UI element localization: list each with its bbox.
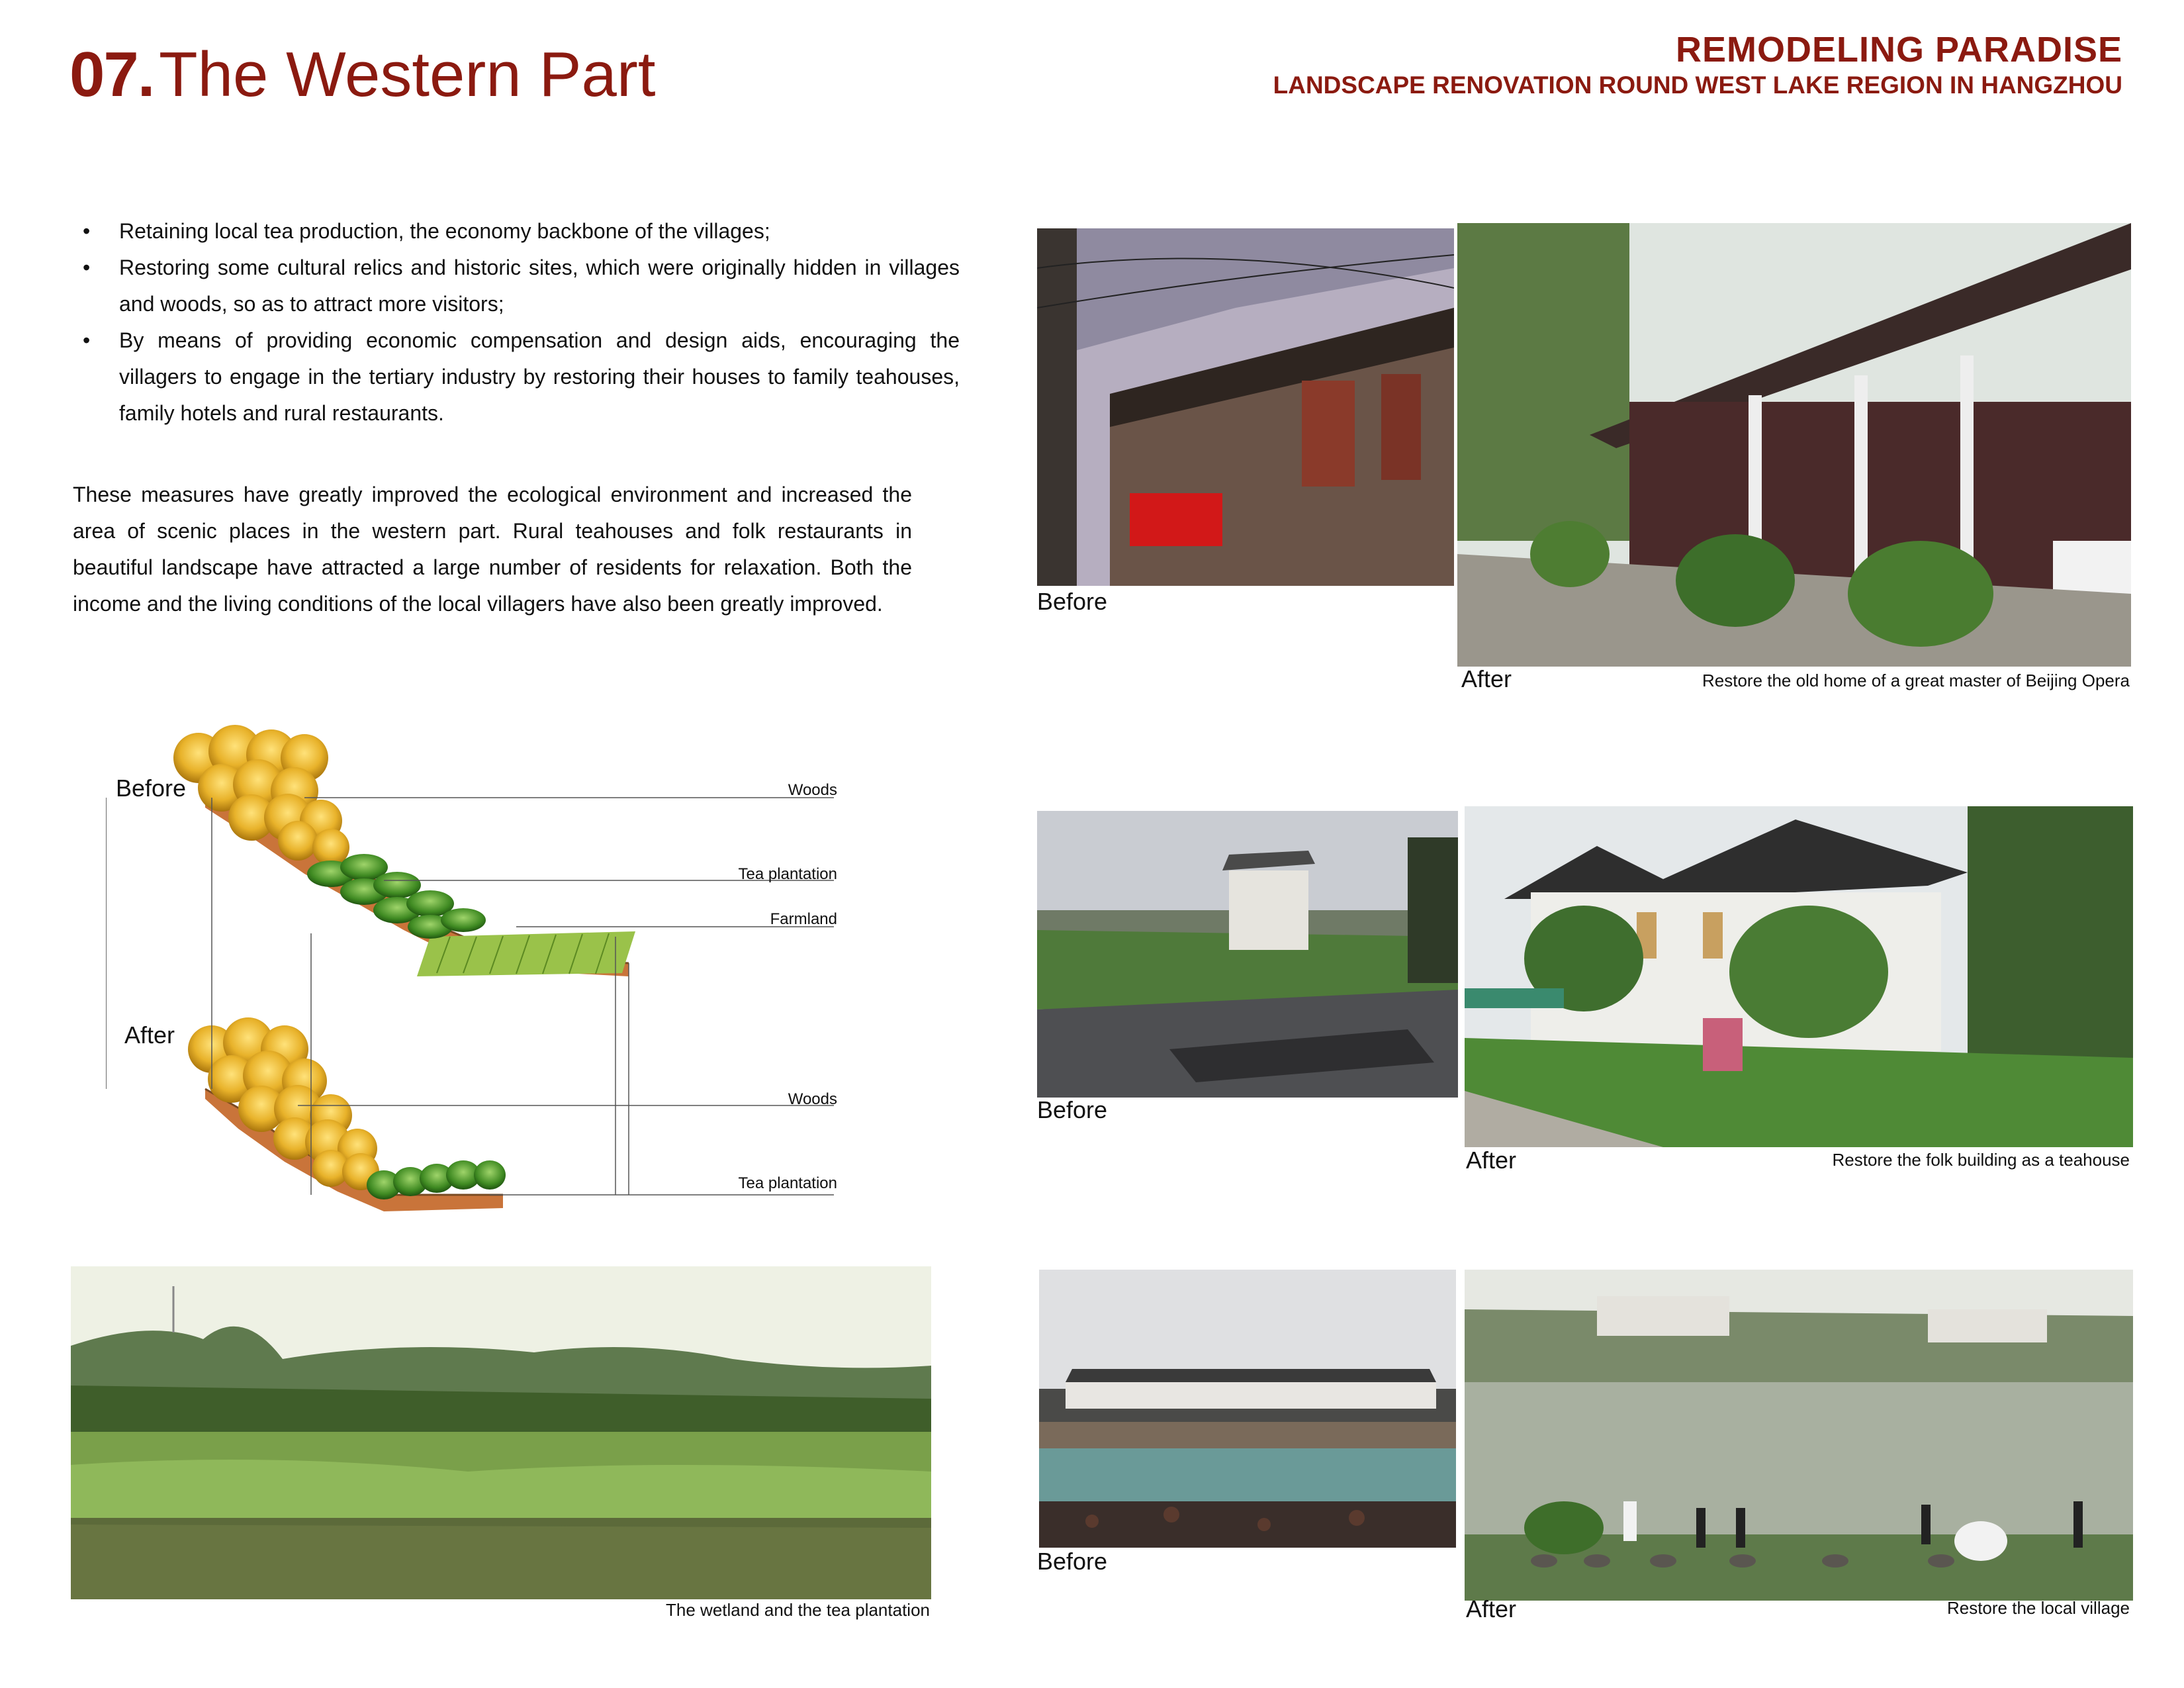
diagram-after-label: After — [124, 1021, 175, 1049]
layer-label-tea-plantation: Tea plantation — [738, 865, 837, 883]
diagram-before-label: Before — [116, 774, 187, 802]
after-photo-village — [1465, 1270, 2133, 1601]
wetland-tea-plantation-photo — [71, 1266, 931, 1599]
diagram-illustration — [106, 718, 841, 1235]
before-photo-folk-building — [1037, 811, 1458, 1098]
layer-label-woods: Woods — [788, 781, 837, 799]
before-photo-village — [1039, 1270, 1456, 1548]
before-label: Before — [1037, 1548, 1108, 1575]
brand-title: REMODELING PARADISE — [1675, 30, 2122, 70]
after-photo-folk-building — [1465, 806, 2133, 1147]
before-label: Before — [1037, 1096, 1108, 1123]
comparison-caption: Restore the local village — [1946, 1598, 2130, 1618]
after-label: After — [1466, 1595, 1517, 1622]
comparison-caption: Restore the folk building as a teahouse — [1832, 1150, 2130, 1170]
intro-paragraph: These measures have greatly improved the ecological environment and increased the area of scenic places in the western part. Rural teahouses and folk restaurants in beautiful landscape have attracted a large number of residents for relaxation. Both the income and the living conditions of the local villagers have also been greatly improved. — [73, 483, 912, 616]
bullet-item: • Restoring some cultural relics and historic sites, which were originally hidden in villages and woods, so as to attract more visitors; — [119, 250, 960, 322]
after-label: After — [1466, 1147, 1517, 1174]
page-title: The Western Part — [159, 39, 656, 110]
before-photo-old-home — [1037, 228, 1454, 586]
layer-label-tea-plantation: Tea plantation — [738, 1174, 837, 1192]
intro-bullet-list — [73, 213, 960, 432]
before-label: Before — [1037, 588, 1108, 615]
bullet-item: • Retaining local tea production, the economy backbone of the villages; — [119, 213, 960, 250]
comparison-caption: Restore the old home of a great master of Beijing Opera — [1702, 671, 2130, 690]
layer-label-farmland: Farmland — [770, 910, 837, 928]
brand-subtitle: LANDSCAPE RENOVATION ROUND WEST LAKE REGION IN HANGZHOU — [1273, 71, 2122, 99]
after-label: After — [1461, 665, 1512, 692]
section-number: 07. — [69, 39, 154, 110]
bullet-item: • By means of providing economic compensation and design aids, encouraging the villagers to engage in the tertiary industry by restoring their houses to family teahouses, family hotels and rural restaurants. — [119, 322, 960, 432]
wetland-photo-caption: The wetland and the tea plantation — [666, 1600, 930, 1620]
after-photo-old-home — [1457, 223, 2131, 667]
landscape-section-diagram — [106, 718, 841, 1235]
layer-label-woods: Woods — [788, 1090, 837, 1108]
